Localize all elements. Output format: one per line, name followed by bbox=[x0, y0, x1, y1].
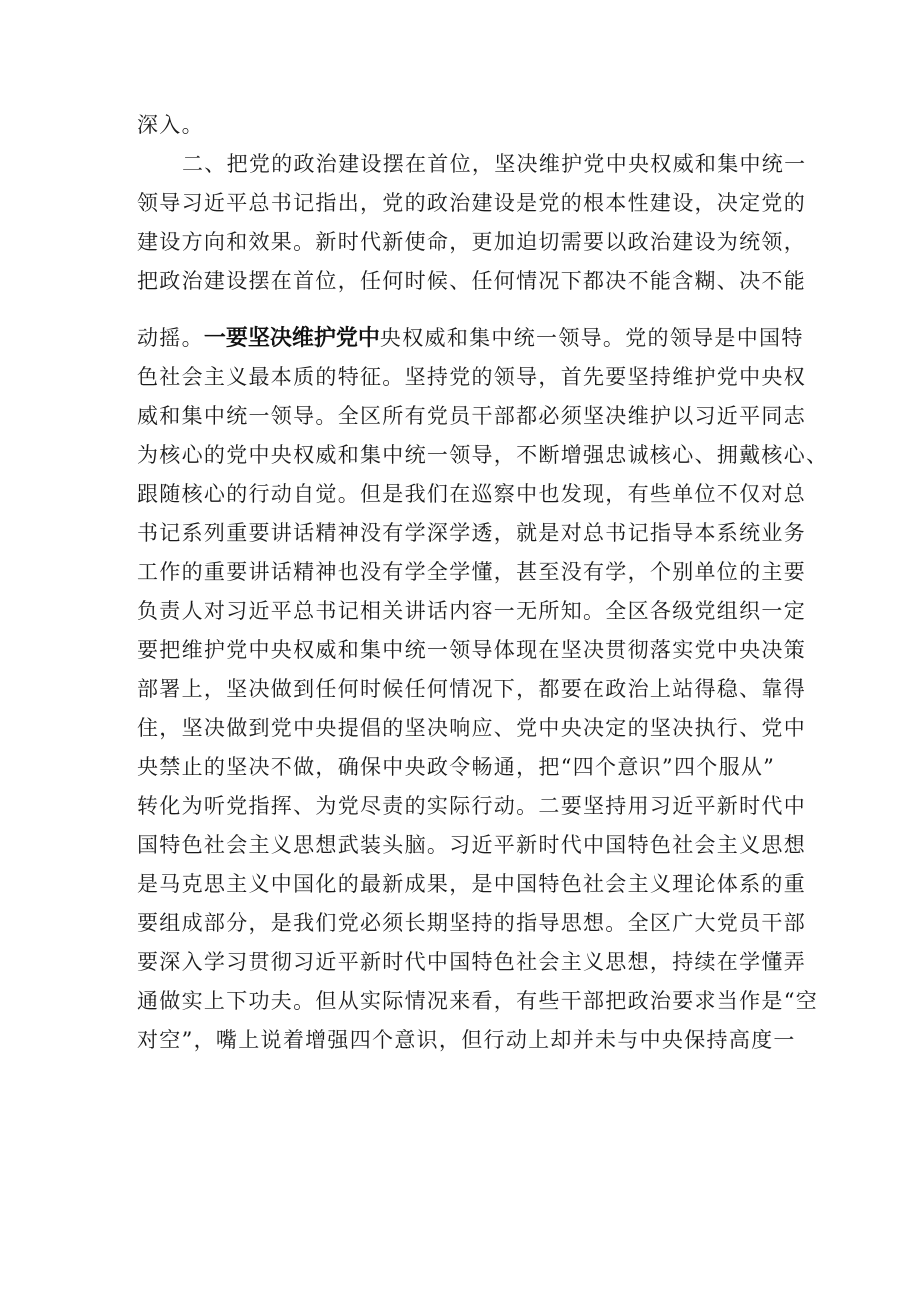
text-line-5: 把政治建设摆在首位，任何时候、任何情况下都决不能含糊、决不能 bbox=[137, 269, 806, 293]
text-line-3: 领导习近平总书记指出，党的政治建设是党的根本性建设，决定党的 bbox=[137, 191, 806, 215]
text-line-2: 二、把党的政治建设摆在首位，坚决维护党中央权威和集中统一 bbox=[182, 152, 807, 176]
text-line-18: 转化为听党指挥、为党尽责的实际行动。二要坚持用习近平新时代中 bbox=[137, 794, 806, 818]
text-line-21: 要组成部分，是我们党必须长期坚持的指导思想。全区广大党员干部 bbox=[137, 911, 806, 935]
text-line-9: 为核心的党中央权威和集中统一领导，不断增强忠诚核心、拥戴核心、 bbox=[137, 443, 829, 467]
text-line-4: 建设方向和效果。新时代新使命，更加迫切需要以政治建设为统领， bbox=[137, 230, 806, 254]
text-line-12: 工作的重要讲话精神也没有学全学懂，甚至没有学，个别单位的主要 bbox=[137, 560, 806, 584]
text-line-10: 跟随核心的行动自觉。但是我们在巡察中也发现，有些单位不仅对总 bbox=[137, 482, 806, 506]
text-line-17: 央禁止的坚决不做，确保中央政令畅通，把“四个意识”四个服从” bbox=[137, 755, 776, 779]
text-line-14: 要把维护党中央权威和集中统一领导体现在坚决贯彻落实党中央决策 bbox=[137, 638, 806, 662]
text-line-16: 住，坚决做到党中央提倡的坚决响应、党中央决定的坚决执行、党中 bbox=[137, 716, 806, 740]
highlighted-phrase: 一要坚决维护党中 bbox=[203, 326, 380, 351]
text-line-15: 部署上，坚决做到任何时候任何情况下，都要在政治上站得稳、靠得 bbox=[137, 677, 806, 701]
text-line-6 bbox=[137, 318, 804, 358]
text-line-20: 是马克思主义中国化的最新成果，是中国特色社会主义理论体系的重 bbox=[137, 872, 806, 896]
text-line-19: 国特色社会主义思想武装头脑。习近平新时代中国特色社会主义思想 bbox=[137, 833, 806, 857]
text-line-1: 深入。 bbox=[137, 113, 204, 137]
text-line-6-prefix: 动摇。 bbox=[137, 326, 204, 350]
text-line-6-suffix: 央权威和集中统一领导。党的领导是中国特 bbox=[379, 326, 804, 350]
text-line-23: 通做实上下功夫。但从实际情况来看，有些干部把政治要求当作是“空 bbox=[137, 989, 819, 1013]
text-line-13: 负责人对习近平总书记相关讲话内容一无所知。全区各级党组织一定 bbox=[137, 599, 806, 623]
text-line-8: 威和集中统一领导。全区所有党员干部都必须坚决维护以习近平同志 bbox=[137, 404, 806, 428]
text-line-22: 要深入学习贯彻习近平新时代中国特色社会主义思想，持续在学懂弄 bbox=[137, 950, 806, 974]
text-line-24: 对空”，嘴上说着增强四个意识，但行动上却并未与中央保持高度一 bbox=[137, 1028, 796, 1052]
text-line-7: 色社会主义最本质的特征。坚持党的领导，首先要坚持维护党中央权 bbox=[137, 365, 806, 389]
text-line-11: 书记系列重要讲话精神没有学深学透，就是对总书记指导本系统业务 bbox=[137, 521, 806, 545]
